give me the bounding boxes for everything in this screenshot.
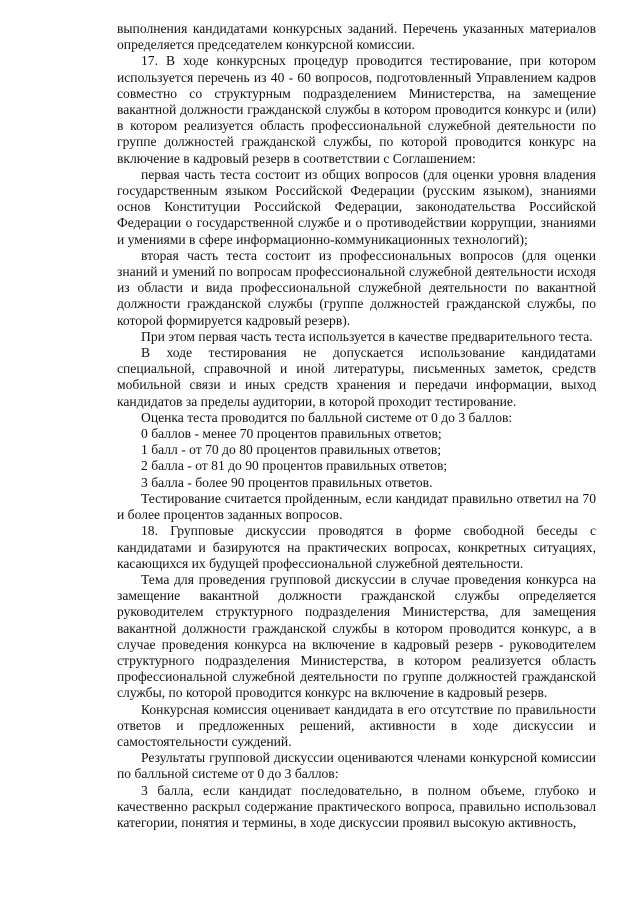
paragraph-continuation: выполнения кандидатами конкурсных заданий. Перечень указанных материалов определяется председателем конкурсной комиссии. (117, 21, 596, 53)
document-body (117, 21, 596, 831)
paragraph-discussion-results: Результаты групповой дискуссии оцениваются членами конкурсной комиссии по балльной системе от 0 до 3 баллов: (117, 750, 596, 782)
paragraph-scoring-intro: Оценка теста проводится по балльной системе от 0 до 3 баллов: (141, 409, 513, 425)
paragraph-item-17: 17. В ходе конкурсных процедур проводится тестирование, при котором используется перечень из 40 - 60 вопросов, подготовленный Управлением кадров совместно со структурным подразделением Министерства, на замещение вакантной должности гражданской службы в котором проводится конкурс и (или) в котором реализуется область профессиональной служебной деятельности по группе должностей гражданской службы, по которой проводится конкурс на включение в кадровый резерв в соответствии с Соглашением: (117, 53, 596, 166)
score-line-3: 3 балла - более 90 процентов правильных ответов. (141, 474, 433, 490)
score-line-0: 0 баллов - менее 70 процентов правильных ответов; (141, 426, 442, 442)
paragraph-item-18: 18. Групповые дискуссии проводятся в форме свободной беседы с кандидатами и базируются на практических вопросах, конкретных ситуациях, касающихся их будущей профессиональной служебной деятельности. (117, 523, 596, 571)
score-line-1: 1 балл - от 70 до 80 процентов правильных ответов; (141, 442, 442, 458)
score-line-2: 2 балла - от 81 до 90 процентов правильных ответов; (141, 458, 448, 474)
paragraph-commission-evaluation: Конкурсная комиссия оценивает кандидата в его отсутствие по правильности ответов и предложенных решений, активности в ходе дискуссии и самостоятельности суждений. (117, 701, 596, 749)
paragraph-test-passed: Тестирование считается пройденным, если кандидат правильно ответил на 70 и более процентов заданных вопросов. (117, 490, 596, 523)
paragraph-testing-restrictions: В ходе тестирования не допускается использование кандидатами специальной, справочной и иной литературы, письменных заметок, средств мобильной связи и иных средств хранения и передачи информации, выход кандидатов за пределы аудитории, в которой проходит тестирование. (117, 345, 596, 409)
paragraph-preliminary-test: При этом первая часть теста используется в качестве предварительного теста. (141, 328, 593, 344)
paragraph-test-part-two: вторая часть теста состоит из профессиональных вопросов (для оценки знаний и умений по вопросам профессиональной служебной деятельности исходя из области и вида профессиональной служебной деятельности по вакантной должности гражданской службы (группе должностей гражданской службы, по которой формируется кадровый резерв). (117, 247, 596, 328)
paragraph-test-part-one: первая часть теста состоит из общих вопросов (для оценки уровня владения государственным языком Российской Федерации (русским языком), знаниями основ Конституции Российской Федерации, законодательства Российской Федерации о государственной службе и о противодействии коррупции, знаниями и умениями в сфере информационно-коммуникационных технологий); (117, 166, 596, 247)
paragraph-score-3-criteria: 3 балла, если кандидат последовательно, в полном объеме, глубоко и качественно раскрыл содержание практического вопроса, правильно использовал категории, понятия и термины, в ходе дискуссии проявил высокую активность, (117, 782, 596, 830)
paragraph-discussion-topic: Тема для проведения групповой дискуссии в случае проведения конкурса на замещение вакантной должности гражданской службы определяется руководителем структурного подразделения Министерства, для замещения вакантной должности гражданской службы в котором проводится конкурс, а в случае проведения конкурса на включение в кадровый резерв - руководителем структурного подразделения Министерства, в котором реализуется область профессиональной служебной деятельности по группе должностей гражданской службы, по которой проводится конкурс на включение в кадровый резерв. (117, 571, 596, 701)
